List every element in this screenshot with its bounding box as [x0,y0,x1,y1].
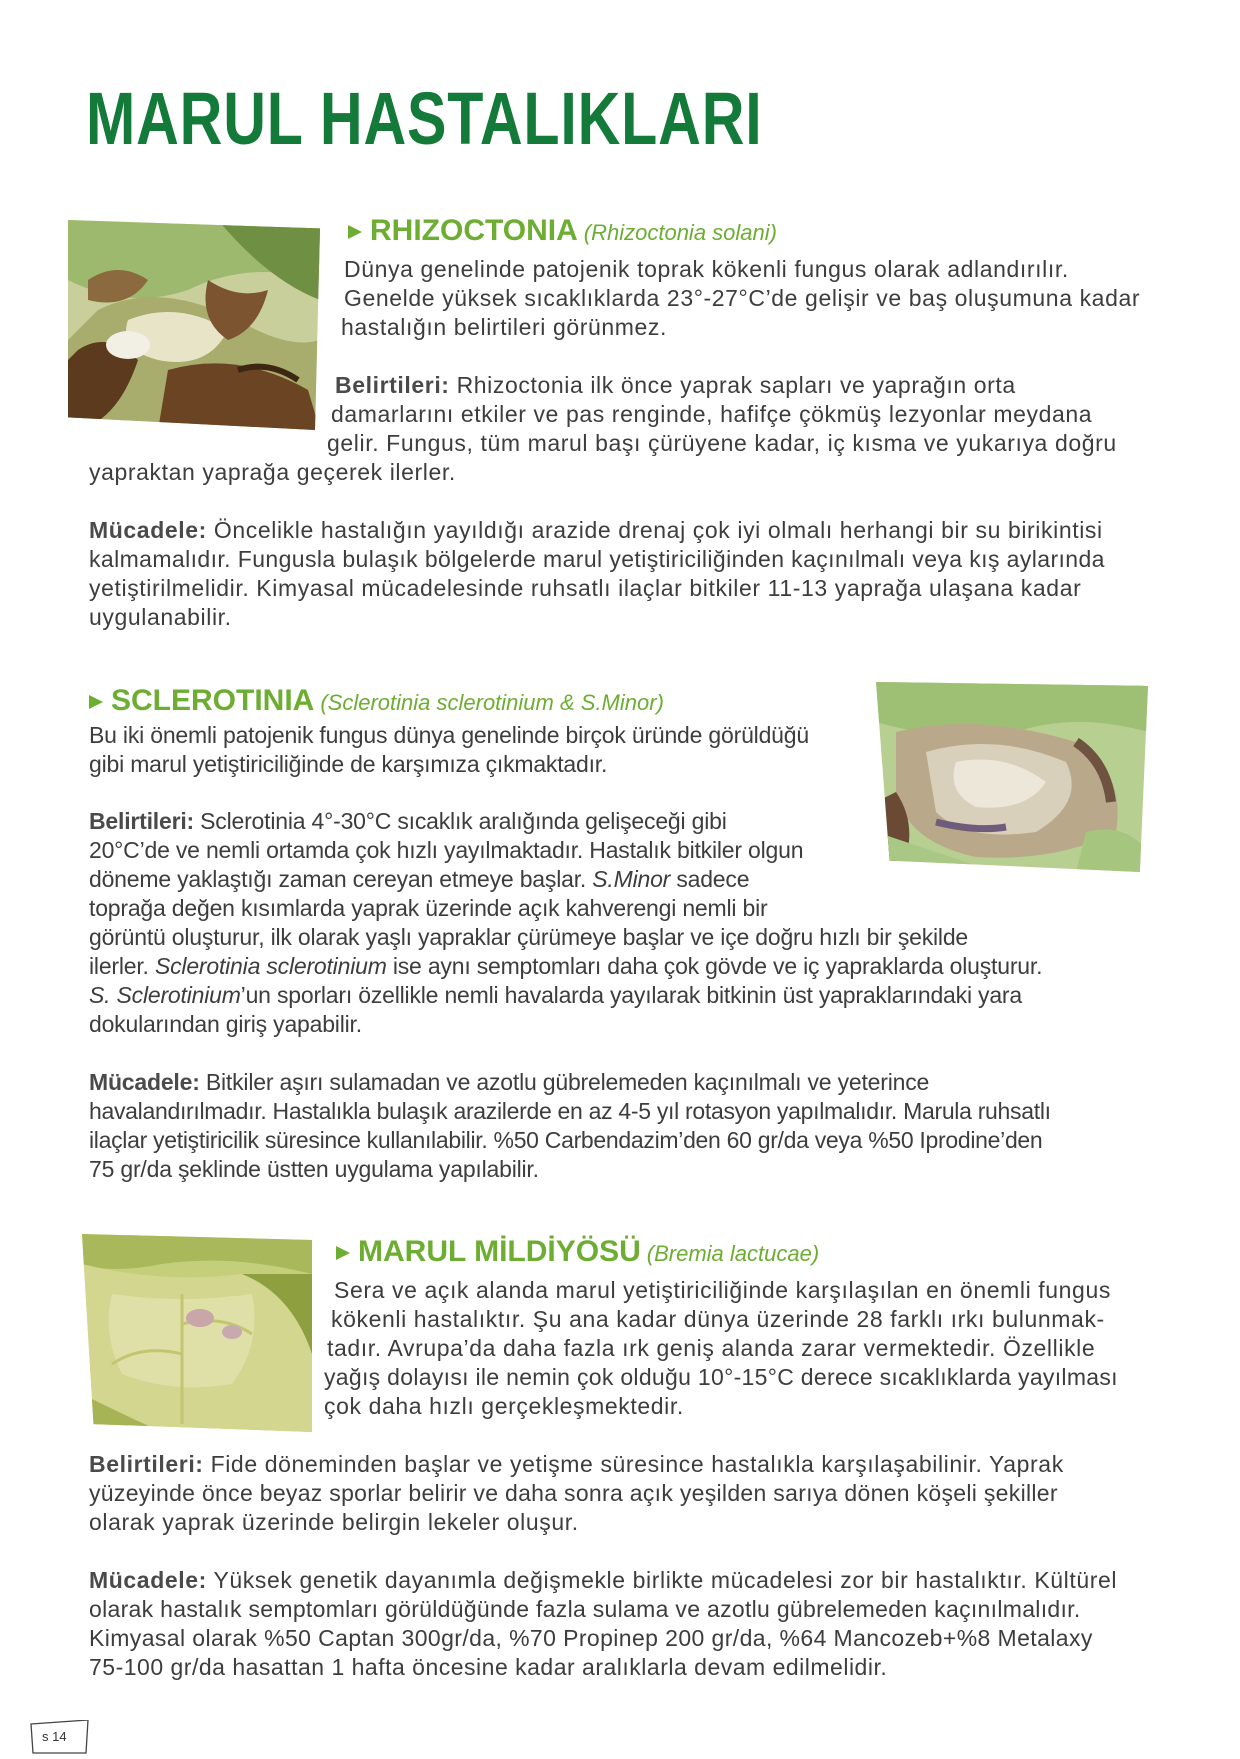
latin-name: (Rhizoctonia solani) [583,220,777,245]
text-line: ilerler. Sclerotinia sclerotinium ise aynı semptomları daha çok gövde ve iç yapraklarda oluşturur. [89,953,1043,979]
text-line: olarak hastalık semptomları görüldüğünde fazla sulama ve azotlu gübrelemeden kaçınılmalıdır. [89,1596,1081,1622]
text-line: görüntü oluşturur, ilk olarak yaşlı yapraklar çürümeye başlar ve içe doğru hızlı bir şekilde [89,924,969,950]
text-line: Mücadele: Bitkiler aşırı sulamadan ve azotlu gübrelemeden kaçınılmalı ve yeterince [89,1069,930,1095]
text-line: tadır. Avrupa’da daha fazla ırk geniş alanda zarar vermektedir. Özellikle [327,1335,1096,1361]
belirtileri-label: Belirtileri: [89,808,194,834]
text-line: kalmamalıdır. Fungusla bulaşık bölgelerde marul yetiştiriciliğinden kaçınılmalı veya kış aylarında [89,546,1105,572]
text-line: Bu iki önemli patojenik fungus dünya genelinde birçok üründe görüldüğü [89,722,809,748]
text-line: yetiştirilmelidir. Kimyasal mücadelesinde ruhsatlı ilaçlar bitkiler 11-13 yaprağa ulaşana kadar [89,575,1082,601]
text-line: yağış dolayısı ile nemin çok olduğu 10°-15°C derece sıcaklıklarda yayılması [324,1364,1118,1390]
page-number: s 14 [42,1729,67,1744]
text-line: dokularından giriş yapabilir. [89,1011,362,1037]
text-line: Belirtileri: Rhizoctonia ilk önce yaprak sapları ve yaprağın orta [335,372,1016,398]
page-title: MARUL HASTALIKLARI [86,77,763,160]
text-line: 75 gr/da şeklinde üstten uygulama yapılabilir. [89,1156,539,1182]
mucadele-label: Mücadele: [89,1069,200,1095]
text-line: 20°C’de ve nemli ortamda çok hızlı yayılmaktadır. Hastalık bitkiler olgun [89,837,804,863]
italic-term: S.Minor [592,866,671,892]
text-line: yapraktan yaprağa geçerek ilerler. [89,459,456,485]
latin-name: (Bremia lactucae) [646,1241,820,1266]
mucadele-label: Mücadele: [89,1567,207,1593]
sclerotinia-photo [876,682,1148,872]
arrow-marker-icon [348,225,362,239]
text-line: Sera ve açık alanda marul yetiştiriciliğinde karşılaşılan en önemli fungus [334,1277,1111,1303]
text-line: uygulanabilir. [89,604,232,630]
text-line: toprağa değen kısımlarda yaprak üzerinde açık kahverengi nemli bir [89,895,768,921]
text-line: damarlarını etkiler ve pas renginde, hafifçe çökmüş lezyonlar meydana [331,401,1093,427]
arrow-marker-icon [336,1246,350,1260]
italic-term: S. Sclerotinium [89,982,241,1008]
belirtileri-label: Belirtileri: [335,372,450,398]
mildiyo-heading [336,1235,819,1269]
text-line: gelir. Fungus, tüm marul başı çürüyene kadar, iç kısma ve yukarıya doğru [327,430,1117,456]
mucadele-label: Mücadele: [89,517,207,543]
rhizoctonia-heading [348,214,777,248]
text-line: Genelde yüksek sıcaklıklarda 23°-27°C’de gelişir ve baş oluşumuna kadar [344,285,1141,311]
disease-name: RHIZOCTONIA [370,214,578,247]
arrow-marker-icon [89,695,103,709]
sclerotinia-heading [89,684,664,718]
text-line: kökenli hastalıktır. Şu ana kadar dünya üzerinde 28 farklı ırkı bulunmak- [331,1306,1105,1332]
mildiyo-photo [82,1234,312,1432]
page-number-badge [30,1720,90,1754]
text-line: Kimyasal olarak %50 Captan 300gr/da, %70 Propinep 200 gr/da, %64 Mancozeb+%8 Metalaxy [89,1625,1093,1651]
text-line: Mücadele: Yüksek genetik dayanımla değişmekle birlikte mücadelesi zor bir hastalıktır. Kültürel [89,1567,1118,1593]
rhizoctonia-photo [68,220,320,430]
text-line: yüzeyinde önce beyaz sporlar belirir ve daha sonra açık yeşilden sarıya dönen köşeli şekiller [89,1480,1058,1506]
text-line: gibi marul yetiştiriciliğinde de karşımıza çıkmaktadır. [89,751,608,777]
text-line: ilaçlar yetiştiricilik süresince kullanılabilir. %50 Carbendazim’den 60 gr/da veya %50 Iprodine’den [89,1127,1043,1153]
belirtileri-label: Belirtileri: [89,1451,204,1477]
text-line: 75-100 gr/da hasattan 1 hafta öncesine kadar aralıklarla devam edilmelidir. [89,1654,888,1680]
text-line: Dünya genelinde patojenik toprak kökenli fungus olarak adlandırılır. [344,256,1069,282]
text-line: olarak yaprak üzerinde belirgin lekeler oluşur. [89,1509,579,1535]
text-line: Belirtileri: Sclerotinia 4°-30°C sıcaklık aralığında gelişeceği gibi [89,808,727,834]
text-line: Mücadele: Öncelikle hastalığın yayıldığı arazide drenaj çok iyi olmalı herhangi bir su birikintisi [89,517,1103,543]
text-line: havalandırılmadır. Hastalıkla bulaşık arazilerde en az 4-5 yıl rotasyon yapılmalıdır. Marula ruhsatlı [89,1098,1051,1124]
italic-term: Sclerotinia sclerotinium [154,953,387,979]
latin-name: (Sclerotinia sclerotinium & S.Minor) [320,690,664,715]
text-line: döneme yaklaştığı zaman cereyan etmeye başlar. S.Minor sadece [89,866,750,892]
text-line: çok daha hızlı gerçekleşmektedir. [324,1393,684,1419]
text-line: Belirtileri: Fide döneminden başlar ve yetişme süresince hastalıkla karşılaşabilinir. Yaprak [89,1451,1064,1477]
text-line: S. Sclerotinium’un sporları özellikle nemli havalarda yayılarak bitkinin üst yapraklarındaki yara [89,982,1022,1008]
text-line: hastalığın belirtileri görünmez. [341,314,668,340]
disease-name: MARUL MİLDİYÖSÜ [358,1235,641,1268]
disease-name: SCLEROTINIA [111,684,315,717]
